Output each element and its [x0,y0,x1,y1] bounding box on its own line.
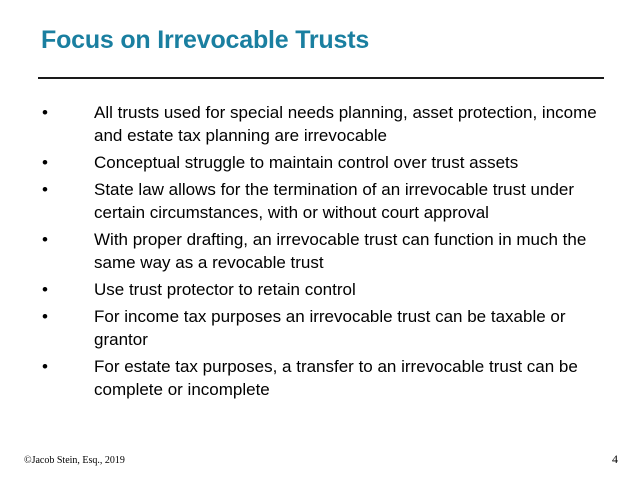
bullet-text: For income tax purposes an irrevocable trust can be taxable or grantor [94,307,566,349]
bullet-item [36,228,616,274]
bullet-item [36,101,616,147]
bullet-item [36,151,616,174]
bullet-item [36,278,616,301]
bullet-text: Use trust protector to retain control [94,280,356,299]
bullet-dot-icon: • [42,280,48,299]
bullet-dot-icon: • [42,153,48,172]
bullet-item [36,178,616,224]
page-number: 4 [612,452,618,466]
bullet-dot-icon: • [42,103,48,122]
bullet-item [36,355,616,401]
bullet-dot-icon: • [42,230,48,249]
slide-title: Focus on Irrevocable Trusts [41,26,370,54]
bullet-text: With proper drafting, an irrevocable trust can function in much the same way as a revocable trust [94,230,587,272]
bullet-text: State law allows for the termination of an irrevocable trust under certain circumstances, with or without court approval [94,180,575,222]
bullet-text: All trusts used for special needs planning, asset protection, income and estate tax planning are irrevocable [94,103,597,145]
title-divider [38,77,604,79]
bullet-dot-icon: • [42,180,48,199]
bullet-text: For estate tax purposes, a transfer to an irrevocable trust can be complete or incomplete [94,357,578,399]
bullet-dot-icon: • [42,357,48,376]
bullet-dot-icon: • [42,307,48,326]
bullet-text: Conceptual struggle to maintain control over trust assets [94,153,519,172]
copyright-footer: ©Jacob Stein, Esq., 2019 [24,455,125,466]
bullet-item [36,305,616,351]
bullet-list [36,101,616,405]
